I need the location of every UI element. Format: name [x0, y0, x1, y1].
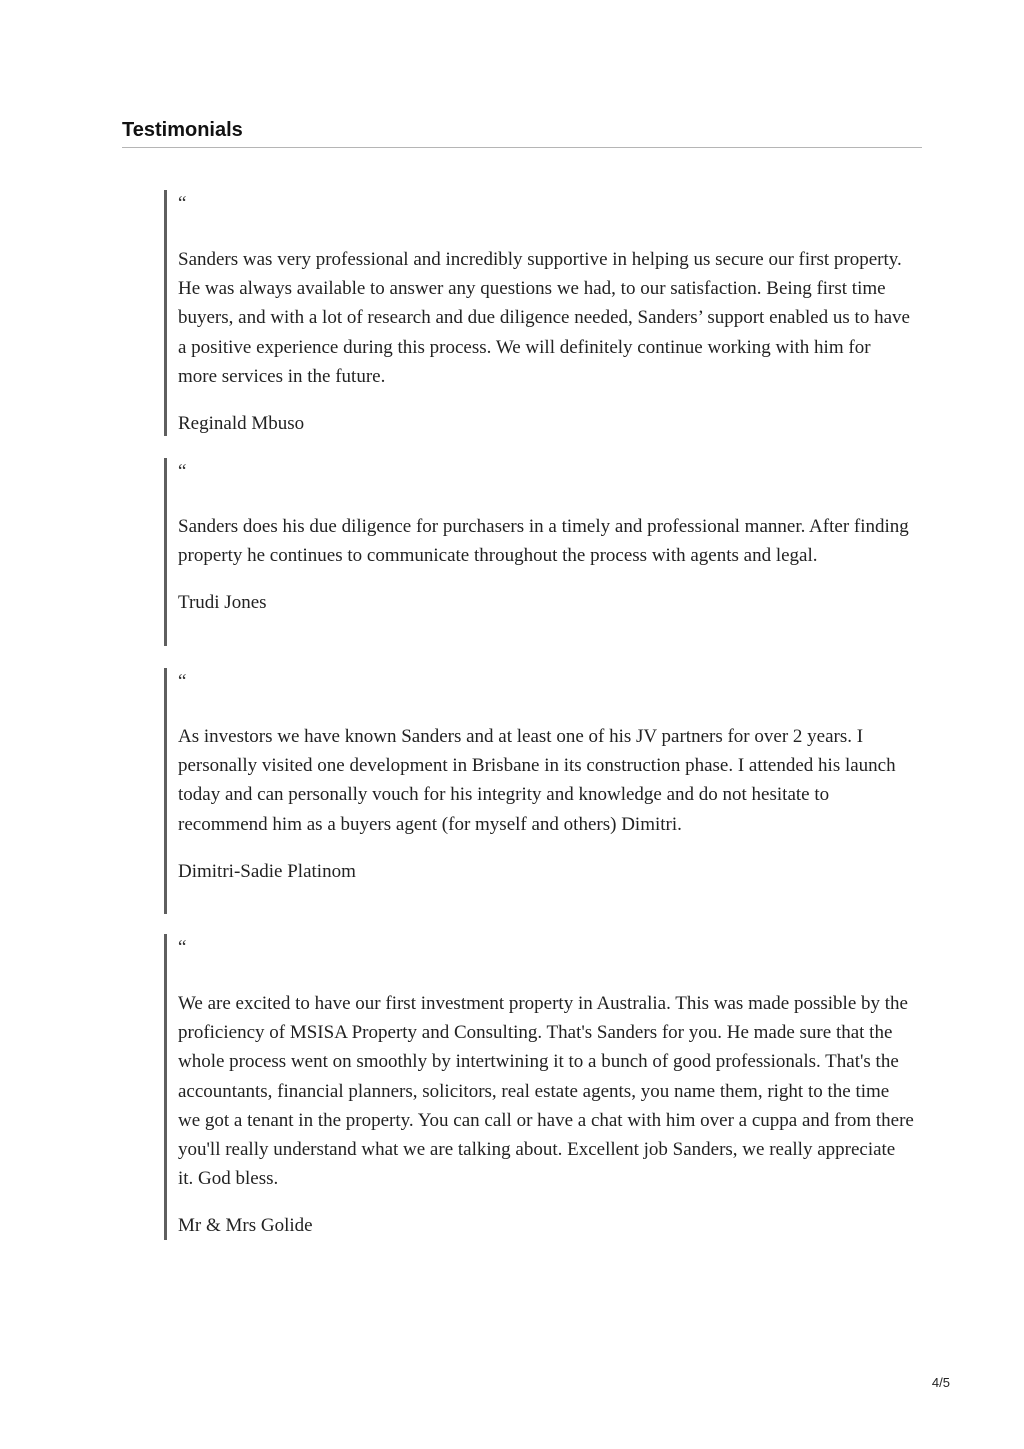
section-title: Testimonials — [122, 119, 243, 141]
testimonial-author: Mr & Mrs Golide — [178, 1215, 313, 1237]
testimonial-author: Trudi Jones — [178, 592, 267, 614]
testimonial-quote — [164, 934, 914, 1240]
testimonial-quote — [164, 458, 914, 646]
quote-mark: “ — [178, 671, 187, 692]
testimonial-author: Reginald Mbuso — [178, 413, 305, 435]
testimonial-quote — [164, 668, 914, 914]
testimonial-author: Dimitri-Sadie Platinom — [178, 860, 356, 882]
testimonial-text: Sanders does his due diligence for purchasers in a timely and professional manner. After finding property he continues to communicate throughout the process with agents and legal. — [178, 516, 909, 567]
title-divider — [122, 147, 922, 148]
testimonial-text: As investors we have known Sanders and at least one of his JV partners for over 2 years. I personally visited one development in Brisbane in its construction phase. I attended his launch today and can personally vouch for his integrity and knowledge and do not hesitate to recommend him as a buyers agent (for myself and others) Dimitri. — [178, 726, 896, 835]
testimonial-quote — [164, 190, 914, 436]
quote-mark: “ — [178, 193, 187, 214]
quote-mark: “ — [178, 937, 187, 958]
testimonial-text: We are excited to have our first investment property in Australia. This was made possible by the proficiency of MSISA Property and Consulting. That's Sanders for you. He made sure that the whole process went on smoothly by intertwining it to a bunch of good professionals. That's the accountants, financial planners, solicitors, real estate agents, you name them, right to the time we got a tenant in the property. You can call or have a chat with him over a cuppa and from there you'll really understand what we are talking about. Excellent job Sanders, we really appreciate it. God bless. — [178, 993, 914, 1190]
page-number: 4/5 — [931, 1375, 950, 1390]
testimonial-text: Sanders was very professional and incredibly supportive in helping us secure our first property. He was always available to answer any questions we had, to our satisfaction. Being first time buyers, and with a lot of research and due diligence needed, Sanders’ support enabled us to have a positive experience during this process. We will definitely continue working with him for more services in the future. — [178, 249, 910, 387]
quote-mark: “ — [178, 461, 187, 482]
